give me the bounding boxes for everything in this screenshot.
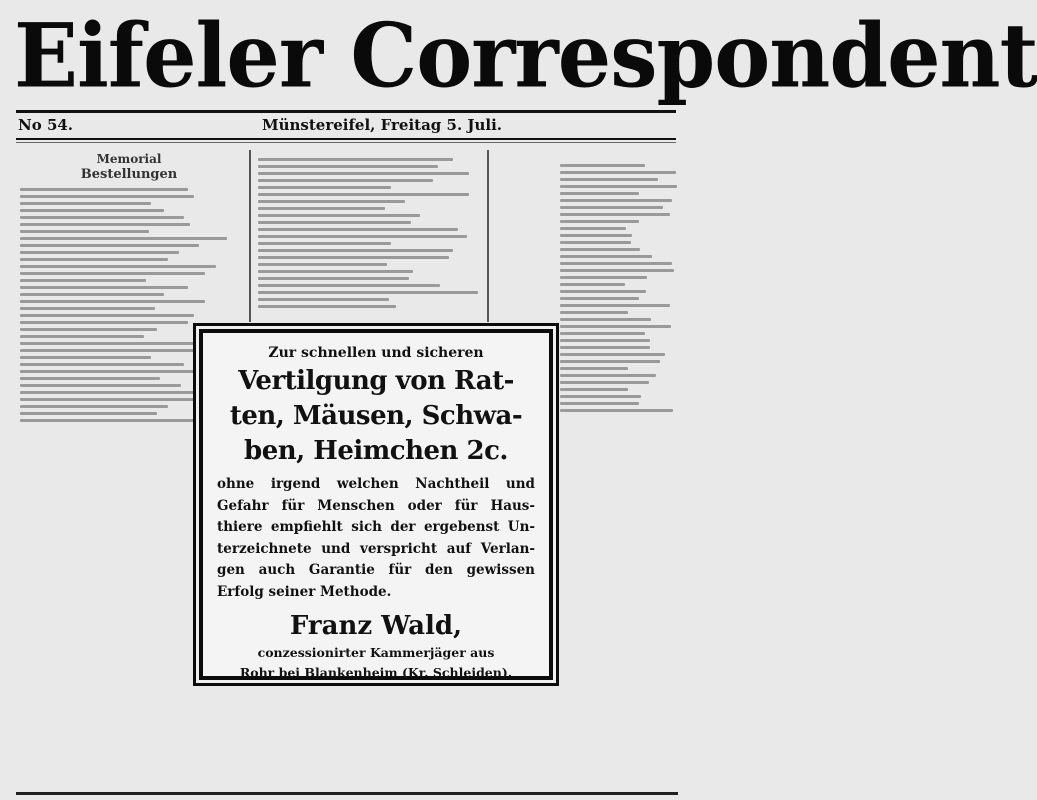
place-date: Münstereifel, Freitag 5. Juli. [262,116,503,134]
illegible-text-line [258,179,433,182]
issue-number: No 54. [18,116,74,134]
illegible-text-line [258,263,387,266]
illegible-text-line [258,256,449,259]
illegible-text-line [20,258,168,261]
illegible-text-line [258,207,385,210]
masthead-rule [16,110,676,113]
illegible-text-line [560,171,676,174]
illegible-text-line [258,221,411,224]
illegible-text-line [258,200,405,203]
illegible-text-line [258,214,420,217]
illegible-text-line [20,286,188,289]
illegible-text-line [20,202,151,205]
illegible-text-line [20,293,164,296]
advertiser-name: Franz Wald, [289,611,463,641]
illegible-text-line [258,228,458,231]
illegible-text-line [560,185,677,188]
illegible-text-line [258,249,453,252]
illegible-text-line [258,186,391,189]
illegible-text-line [20,188,188,191]
ad-body: ohne irgend welchen Nachtheil und Gefahr für Menschen oder für Haus-thiere empfiehlt sich der ergebenst Un-terzeichnete und verspricht auf Verlan-gen auch Garantie für den gewissen Erfolg seiner Methode. [217,476,535,600]
illegible-text-line [258,305,396,308]
illegible-text-line [560,353,665,356]
illegible-text-line [20,230,149,233]
illegible-text-line [560,381,649,384]
illegible-text-line [20,335,144,338]
illegible-text-line [258,165,438,168]
illegible-text-line [560,276,647,279]
right-column-text [560,160,678,416]
illegible-text-line [258,270,413,273]
illegible-text-line [258,193,469,196]
illegible-text-line [20,405,168,408]
illegible-text-line [258,284,440,287]
illegible-text-line [560,304,670,307]
illegible-text-line [560,206,663,209]
illegible-text-line [560,178,658,181]
illegible-text-line [560,192,639,195]
illegible-text-line [560,332,645,335]
illegible-text-line [20,321,188,324]
illegible-text-line [20,356,151,359]
illegible-text-line [560,248,640,251]
illegible-text-line [20,363,184,366]
illegible-text-line [560,269,674,272]
illegible-text-line [560,395,641,398]
illegible-text-line [20,223,190,226]
illegible-text-line [20,272,205,275]
illegible-text-line [560,339,650,342]
illegible-text-line [258,172,469,175]
illegible-text-line [20,391,194,394]
illegible-text-line [560,227,626,230]
illegible-text-line [258,235,467,238]
illegible-text-line [560,360,660,363]
illegible-text-line [20,195,194,198]
illegible-text-line [258,158,453,161]
column-heading-memorial: Memorial [96,152,162,166]
newspaper-masthead: Eifeler Correspondent [14,3,1037,108]
illegible-text-line [560,367,628,370]
illegible-text-line [560,262,672,265]
illegible-text-line [20,265,216,268]
illegible-text-line [20,251,179,254]
illegible-text-line [560,409,673,412]
illegible-text-line [560,164,645,167]
illegible-text-line [560,374,656,377]
illegible-text-line [20,279,146,282]
middle-column-text [258,154,480,312]
illegible-text-line [258,242,391,245]
illegible-text-line [258,291,478,294]
ad-title-line-2: ten, Mäusen, Schwa- [229,401,523,431]
illegible-text-line [258,277,409,280]
illegible-text-line [560,346,650,349]
illegible-text-line [20,384,181,387]
dateline-rule [16,138,676,140]
illegible-text-line [20,300,205,303]
illegible-text-line [20,307,155,310]
ad-title-line-3: ben, Heimchen 2c. [244,436,508,466]
illegible-text-line [560,402,639,405]
illegible-text-line [20,209,164,212]
illegible-text-line [258,298,389,301]
illegible-text-line [560,213,670,216]
illegible-text-line [20,328,157,331]
illegible-text-line [560,297,639,300]
column-heading-bestellungen: Bestellungen [80,167,178,182]
illegible-text-line [560,241,631,244]
illegible-text-line [560,290,646,293]
illegible-text-line [20,237,227,240]
illegible-text-line [560,318,651,321]
page-bottom-rule [16,792,678,795]
illegible-text-line [20,398,205,401]
column-divider [487,150,489,322]
illegible-text-line [20,244,199,247]
illegible-text-line [20,377,160,380]
advertisement-box [199,329,553,680]
column-divider [249,150,251,322]
dateline-rule-thin [16,142,676,143]
illegible-text-line [560,234,632,237]
ad-title-line-1: Vertilgung von Rat- [238,366,514,396]
illegible-text-line [560,220,639,223]
illegible-text-line [20,216,184,219]
dateline [18,116,678,136]
illegible-text-line [20,412,157,415]
illegible-text-line [560,325,671,328]
illegible-text-line [560,283,625,286]
ad-intro: Zur schnellen und sicheren [268,345,484,361]
illegible-text-line [560,311,628,314]
illegible-text-line [560,255,652,258]
advertiser-origin: Rohr bei Blankenheim (Kr. Schleiden). [239,665,513,680]
illegible-text-line [20,314,194,317]
illegible-text-line [560,388,628,391]
advertiser-profession: conzessionirter Kammerjäger aus [257,645,495,660]
illegible-text-line [560,199,672,202]
